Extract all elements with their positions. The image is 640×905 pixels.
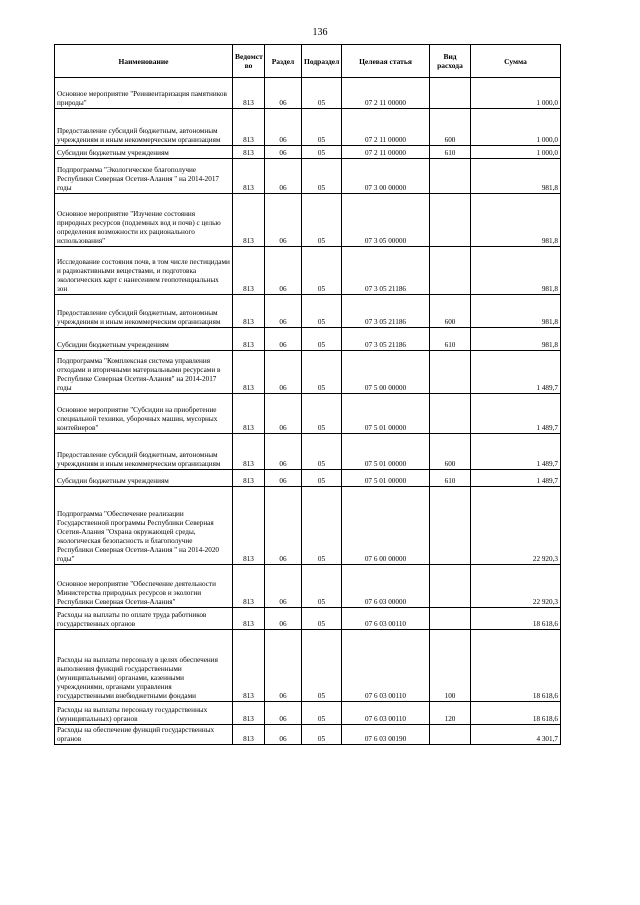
table-row xyxy=(55,146,561,159)
row-razdel: 06 xyxy=(265,159,302,194)
row-podrazdel: 05 xyxy=(302,434,342,470)
table-row xyxy=(55,565,561,608)
row-sum: 1 489,7 xyxy=(471,434,561,470)
row-vedomstvo: 813 xyxy=(233,470,265,487)
row-name: Основное мероприятие "Изучение состояния природных ресурсов (подземных вод и почв) с целью определения возможности их рационального использования" xyxy=(55,194,233,247)
row-target: 07 2 11 00000 xyxy=(342,109,430,146)
row-name: Подпрограмма "Экологическое благополучие Республики Северная Осетия-Алания " на 2014-2017 годы xyxy=(55,159,233,194)
row-vedomstvo: 813 xyxy=(233,702,265,725)
row-razdel: 06 xyxy=(265,328,302,351)
row-vid xyxy=(430,608,471,630)
row-sum: 981,8 xyxy=(471,328,561,351)
row-sum: 1 489,7 xyxy=(471,351,561,394)
header-sum: Сумма xyxy=(471,45,561,78)
row-vedomstvo: 813 xyxy=(233,608,265,630)
row-sum: 1 000,0 xyxy=(471,146,561,159)
row-podrazdel: 05 xyxy=(302,247,342,295)
header-podrazdel: Подраздел xyxy=(302,45,342,78)
row-target: 07 3 00 00000 xyxy=(342,159,430,194)
row-podrazdel: 05 xyxy=(302,295,342,328)
row-razdel: 06 xyxy=(265,109,302,146)
row-name: Подпрограмма "Обеспечение реализации Государственной программы Республики Северная Осетия-Алания "Охрана окружающей среды, экологическая безопасность и благополучие Республики Северная Осетия-Алания " на 2014-2020 годы" xyxy=(55,487,233,565)
row-razdel: 06 xyxy=(265,630,302,702)
row-name: Основное мероприятие "Субсидии на приобретение специальной техники, уборочных машин, мусорных контейнеров" xyxy=(55,394,233,434)
row-name: Предоставление субсидий бюджетным, автономным учреждениям и иным некоммерческим организациям xyxy=(55,434,233,470)
row-target: 07 6 03 00190 xyxy=(342,725,430,745)
row-target: 07 6 03 00110 xyxy=(342,608,430,630)
row-vedomstvo: 813 xyxy=(233,630,265,702)
row-name: Расходы на выплаты персоналу в целях обеспечения выполнения функций государственными (муниципальными) органами, казенными учреждениями, органами управления государственными внебюджетными фондами xyxy=(55,630,233,702)
row-podrazdel: 05 xyxy=(302,630,342,702)
row-vid xyxy=(430,351,471,394)
row-sum: 1 489,7 xyxy=(471,470,561,487)
row-sum: 1 000,0 xyxy=(471,109,561,146)
table-row xyxy=(55,608,561,630)
row-name: Подпрограмма "Комплексная система управления отходами и вторичными материальными ресурсами в Республике Северная Осетия-Алания" на 2014-2017 годы xyxy=(55,351,233,394)
header-razdel: Раздел xyxy=(265,45,302,78)
row-sum: 981,8 xyxy=(471,247,561,295)
row-razdel: 06 xyxy=(265,194,302,247)
row-vid xyxy=(430,247,471,295)
table-row xyxy=(55,702,561,725)
row-sum: 981,8 xyxy=(471,194,561,247)
row-target: 07 5 01 00000 xyxy=(342,434,430,470)
row-podrazdel: 05 xyxy=(302,146,342,159)
row-target: 07 3 05 21186 xyxy=(342,295,430,328)
row-razdel: 06 xyxy=(265,470,302,487)
row-name: Исследование состояния почв, в том числе пестицидами и радиоактивными веществами, и подготовка экологических карт с нанесением геопотенциальных зон xyxy=(55,247,233,295)
table-row xyxy=(55,247,561,295)
row-vedomstvo: 813 xyxy=(233,295,265,328)
row-sum: 18 618,6 xyxy=(471,702,561,725)
row-podrazdel: 05 xyxy=(302,328,342,351)
row-name: Основное мероприятие "Обеспечение деятельности Министерства природных ресурсов и экологии Республики Северная Осетия-Алания" xyxy=(55,565,233,608)
row-razdel: 06 xyxy=(265,487,302,565)
row-target: 07 5 00 00000 xyxy=(342,351,430,394)
table-row xyxy=(55,109,561,146)
row-vid: 600 xyxy=(430,109,471,146)
header-name: Наименование xyxy=(55,45,233,78)
row-sum: 981,8 xyxy=(471,295,561,328)
row-sum: 22 920,3 xyxy=(471,487,561,565)
row-podrazdel: 05 xyxy=(302,565,342,608)
row-podrazdel: 05 xyxy=(302,159,342,194)
row-razdel: 06 xyxy=(265,351,302,394)
row-vid: 610 xyxy=(430,470,471,487)
table-row xyxy=(55,78,561,109)
row-sum: 22 920,3 xyxy=(471,565,561,608)
row-name: Предоставление субсидий бюджетным, автономным учреждениям и иным некоммерческим организациям xyxy=(55,109,233,146)
table-row xyxy=(55,159,561,194)
row-vid: 610 xyxy=(430,146,471,159)
row-vedomstvo: 813 xyxy=(233,565,265,608)
row-vedomstvo: 813 xyxy=(233,394,265,434)
row-razdel: 06 xyxy=(265,725,302,745)
row-razdel: 06 xyxy=(265,434,302,470)
row-vid: 610 xyxy=(430,328,471,351)
row-podrazdel: 05 xyxy=(302,351,342,394)
row-sum: 1 489,7 xyxy=(471,394,561,434)
row-target: 07 2 11 00000 xyxy=(342,146,430,159)
row-podrazdel: 05 xyxy=(302,470,342,487)
row-podrazdel: 05 xyxy=(302,78,342,109)
row-name: Расходы на выплаты персоналу государственных (муниципальных) органов xyxy=(55,702,233,725)
row-vedomstvo: 813 xyxy=(233,109,265,146)
row-vid: 100 xyxy=(430,630,471,702)
row-vid xyxy=(430,194,471,247)
table-row xyxy=(55,434,561,470)
row-vid xyxy=(430,159,471,194)
row-vid: 600 xyxy=(430,295,471,328)
row-podrazdel: 05 xyxy=(302,725,342,745)
row-sum: 4 301,7 xyxy=(471,725,561,745)
row-name: Предоставление субсидий бюджетным, автономным учреждениям и иным некоммерческим организациям xyxy=(55,295,233,328)
table-row xyxy=(55,295,561,328)
row-razdel: 06 xyxy=(265,565,302,608)
table-row xyxy=(55,470,561,487)
row-name: Расходы на обеспечение функций государственных органов xyxy=(55,725,233,745)
page-number: 136 xyxy=(312,27,328,38)
row-vid: 120 xyxy=(430,702,471,725)
table-header-row xyxy=(55,45,561,78)
table-row xyxy=(55,725,561,745)
row-podrazdel: 05 xyxy=(302,109,342,146)
row-vedomstvo: 813 xyxy=(233,146,265,159)
row-name: Основное мероприятие "Реинвентаризация памятников природы" xyxy=(55,78,233,109)
row-vedomstvo: 813 xyxy=(233,434,265,470)
row-target: 07 2 11 00000 xyxy=(342,78,430,109)
table-row xyxy=(55,328,561,351)
row-razdel: 06 xyxy=(265,702,302,725)
row-vedomstvo: 813 xyxy=(233,725,265,745)
row-vid xyxy=(430,394,471,434)
row-name: Расходы на выплаты по оплате труда работников государственных органов xyxy=(55,608,233,630)
row-target: 07 6 03 00000 xyxy=(342,565,430,608)
table-row xyxy=(55,394,561,434)
row-razdel: 06 xyxy=(265,295,302,328)
row-vedomstvo: 813 xyxy=(233,487,265,565)
row-target: 07 5 01 00000 xyxy=(342,394,430,434)
budget-table xyxy=(54,44,561,745)
row-vedomstvo: 813 xyxy=(233,194,265,247)
header-target: Целевая статья xyxy=(342,45,430,78)
row-vid xyxy=(430,487,471,565)
row-vedomstvo: 813 xyxy=(233,247,265,295)
row-vedomstvo: 813 xyxy=(233,159,265,194)
row-vid xyxy=(430,78,471,109)
row-sum: 1 000,0 xyxy=(471,78,561,109)
row-vid xyxy=(430,565,471,608)
row-target: 07 5 01 00000 xyxy=(342,470,430,487)
row-razdel: 06 xyxy=(265,78,302,109)
row-podrazdel: 05 xyxy=(302,487,342,565)
row-vedomstvo: 813 xyxy=(233,78,265,109)
row-sum: 18 618,6 xyxy=(471,630,561,702)
row-vid xyxy=(430,725,471,745)
row-vid: 600 xyxy=(430,434,471,470)
row-razdel: 06 xyxy=(265,394,302,434)
row-vedomstvo: 813 xyxy=(233,351,265,394)
table-row xyxy=(55,351,561,394)
row-name: Субсидии бюджетным учреждениям xyxy=(55,470,233,487)
table-row xyxy=(55,194,561,247)
table-row xyxy=(55,487,561,565)
header-vid: Вид расхода xyxy=(430,45,471,78)
row-sum: 18 618,6 xyxy=(471,608,561,630)
row-sum: 981,8 xyxy=(471,159,561,194)
row-razdel: 06 xyxy=(265,146,302,159)
row-vedomstvo: 813 xyxy=(233,328,265,351)
row-podrazdel: 05 xyxy=(302,394,342,434)
row-podrazdel: 05 xyxy=(302,608,342,630)
row-razdel: 06 xyxy=(265,608,302,630)
row-target: 07 6 03 00110 xyxy=(342,630,430,702)
row-razdel: 06 xyxy=(265,247,302,295)
row-target: 07 3 05 21186 xyxy=(342,247,430,295)
row-podrazdel: 05 xyxy=(302,702,342,725)
header-vedomstvo: Ведомст во xyxy=(233,45,265,78)
row-podrazdel: 05 xyxy=(302,194,342,247)
row-name: Субсидии бюджетным учреждениям xyxy=(55,146,233,159)
row-name: Субсидии бюджетным учреждениям xyxy=(55,328,233,351)
table-row xyxy=(55,630,561,702)
row-target: 07 3 05 21186 xyxy=(342,328,430,351)
row-target: 07 6 00 00000 xyxy=(342,487,430,565)
row-target: 07 6 03 00110 xyxy=(342,702,430,725)
row-target: 07 3 05 00000 xyxy=(342,194,430,247)
